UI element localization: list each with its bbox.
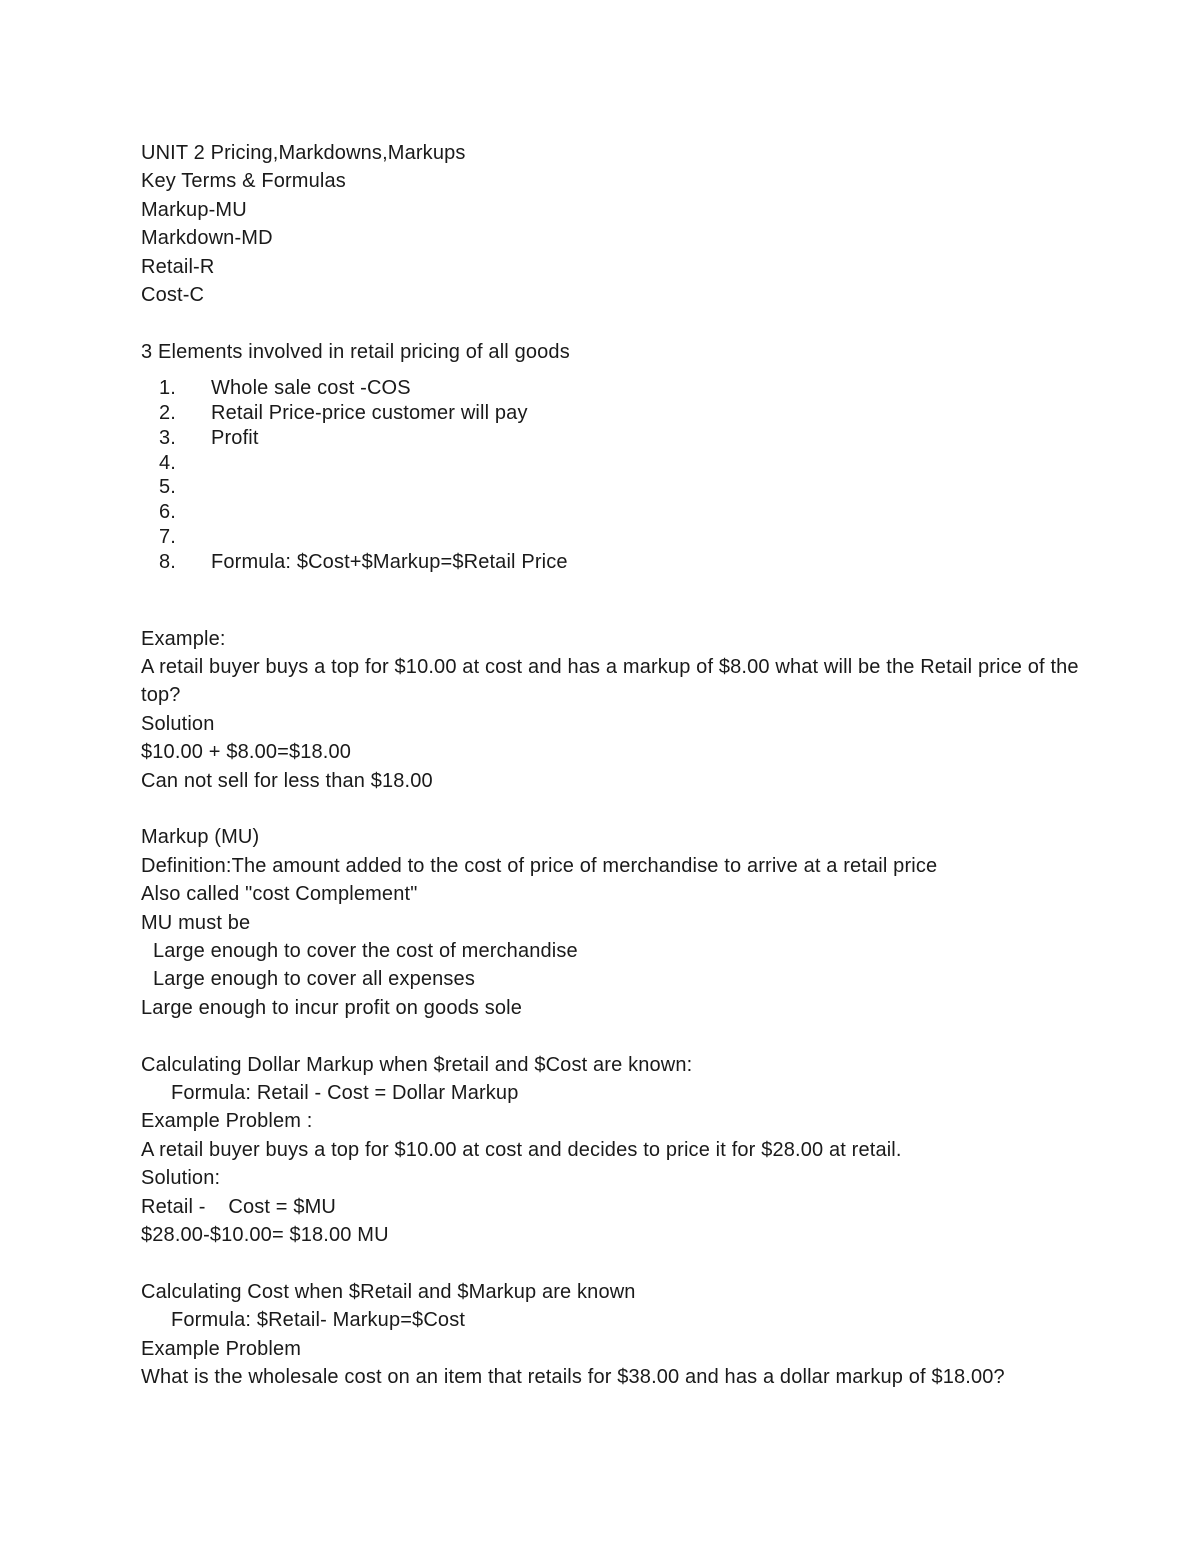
document-subtitle: Key Terms & Formulas xyxy=(141,170,346,193)
document-page xyxy=(141,139,1101,1392)
markup-definition: Definition:The amount added to the cost of price of merchandise to arrive at a retail price xyxy=(141,854,938,877)
list-item xyxy=(141,401,1101,426)
example-problem-question: What is the wholesale cost on an item that retails for $38.00 and has a dollar markup of $18.00? xyxy=(141,1366,1005,1389)
list-number: 1. xyxy=(159,377,176,400)
list-number: 8. xyxy=(159,550,176,573)
cost-calc-formula: Formula: $Retail- Markup=$Cost xyxy=(171,1309,466,1332)
example-question: A retail buyer buys a top for $10.00 at cost and has a markup of $8.00 what will be the Retail price of the top? xyxy=(141,656,1079,707)
example-problem-label: Example Problem : xyxy=(141,1110,313,1133)
example-problem-question: A retail buyer buys a top for $10.00 at cost and decides to price it for $28.00 at retail. xyxy=(141,1138,902,1161)
list-number: 2. xyxy=(159,402,176,425)
example-label: Example: xyxy=(141,627,226,650)
solution-step: Retail - Cost = $MU xyxy=(141,1195,337,1218)
elements-heading: 3 Elements involved in retail pricing of all goods xyxy=(141,340,570,363)
example-problem-label: Example Problem xyxy=(141,1337,302,1360)
markup-also-called: Also called "cost Complement" xyxy=(141,883,418,906)
solution-note: Can not sell for less than $18.00 xyxy=(141,769,433,792)
dollar-markup-heading: Calculating Dollar Markup when $retail and $Cost are known: xyxy=(141,1053,693,1076)
key-term: Markdown-MD xyxy=(141,227,273,250)
solution-label: Solution: xyxy=(141,1167,221,1190)
list-text: Profit xyxy=(211,426,259,449)
list-text: Whole sale cost -COS xyxy=(211,377,411,400)
spacer xyxy=(141,309,1101,337)
list-text: Retail Price-price customer will pay xyxy=(211,402,528,425)
spacer xyxy=(141,795,1101,823)
markup-heading: Markup (MU) xyxy=(141,826,260,849)
markup-requirement: Large enough to incur profit on goods sole xyxy=(141,996,523,1019)
document-title: UNIT 2 Pricing,Markdowns,Markups xyxy=(141,142,466,164)
list-item xyxy=(141,376,1101,401)
key-term: Markup-MU xyxy=(141,198,247,221)
list-item xyxy=(141,426,1101,451)
markup-requirement: Large enough to cover all expenses xyxy=(153,968,475,991)
elements-list xyxy=(141,376,1101,574)
dollar-markup-formula: Formula: Retail - Cost = Dollar Markup xyxy=(171,1082,519,1105)
solution-step: $28.00-$10.00= $18.00 MU xyxy=(141,1224,389,1247)
list-number: 5. xyxy=(159,476,176,499)
markup-requirement: Large enough to cover the cost of merchandise xyxy=(153,940,578,963)
solution-calc: $10.00 + $8.00=$18.00 xyxy=(141,741,352,764)
solution-label: Solution xyxy=(141,712,215,735)
list-number: 6. xyxy=(159,501,176,524)
spacer xyxy=(141,1022,1101,1050)
list-item xyxy=(141,525,1101,550)
spacer xyxy=(141,1250,1101,1278)
spacer xyxy=(141,575,1101,625)
list-item xyxy=(141,500,1101,525)
list-item xyxy=(141,475,1101,500)
list-text: Formula: $Cost+$Markup=$Retail Price xyxy=(211,550,568,573)
key-term: Cost-C xyxy=(141,284,205,307)
list-number: 3. xyxy=(159,426,176,449)
markup-must-be: MU must be xyxy=(141,911,251,934)
key-term: Retail-R xyxy=(141,255,215,278)
list-item xyxy=(141,550,1101,575)
list-number: 7. xyxy=(159,526,176,549)
list-number: 4. xyxy=(159,451,176,474)
cost-calc-heading: Calculating Cost when $Retail and $Markup are known xyxy=(141,1280,636,1303)
list-item xyxy=(141,451,1101,476)
